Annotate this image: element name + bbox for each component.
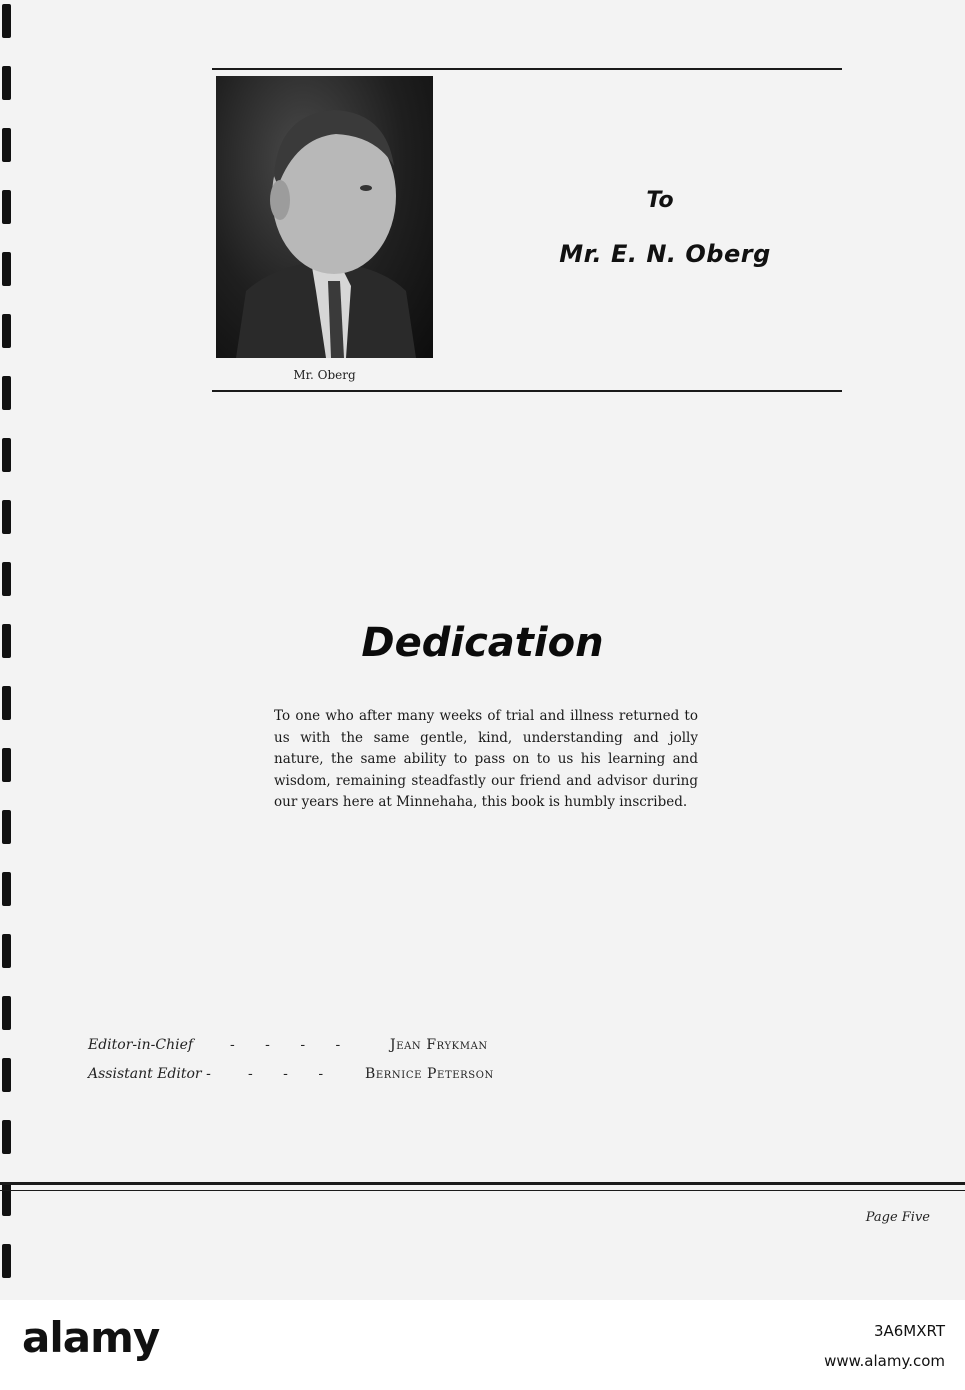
- page-number: Page Five: [865, 1210, 930, 1225]
- footer-rule-thick: [0, 1182, 965, 1185]
- watermark-site: www.alamy.com: [824, 1352, 945, 1370]
- to-line: To: [646, 188, 674, 213]
- top-rule: [212, 68, 842, 70]
- honoree-name: Mr. E. N. Oberg: [559, 240, 771, 268]
- footer-rule-thin: [0, 1190, 965, 1191]
- photo-caption: Mr. Oberg: [293, 368, 356, 382]
- credit-name: Jean Frykman: [390, 1037, 488, 1053]
- credit-role: Editor-in-Chief: [88, 1037, 194, 1053]
- credit-role: Assistant Editor -: [88, 1066, 211, 1082]
- watermark-image-id: 3A6MXRT: [873, 1322, 945, 1340]
- photo-bottom-rule: [212, 390, 842, 392]
- spiral-binding: [0, 0, 14, 1300]
- portrait-photo: [216, 76, 433, 358]
- credit-dashes: - - -: [248, 1066, 326, 1082]
- portrait-figure: [216, 76, 433, 358]
- watermark-brand: alamy: [22, 1313, 160, 1362]
- credit-name: Bernice Peterson: [365, 1066, 494, 1082]
- credit-dashes: - - - -: [230, 1037, 343, 1053]
- dedication-heading: Dedication: [361, 620, 604, 666]
- dedication-body: To one who after many weeks of trial and illness returned to us with the same gentle, kind, understanding and jolly nature, the same ability to pass on to us his learning and wisdom, remaining steadfastly our friend and advisor during our years here at Minnehaha, this book is humbly inscribed.: [274, 708, 698, 810]
